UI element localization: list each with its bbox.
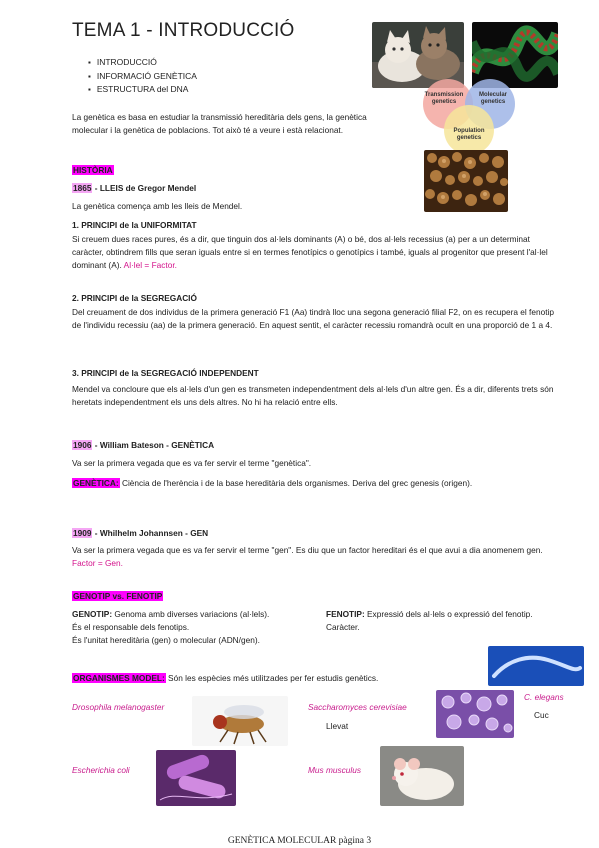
bateson-heading: 1906 - William Bateson - GENÈTICA — [73, 440, 215, 450]
bateson-text: Va ser la primera vegada que es va fer servir el terme "genètica". — [72, 458, 312, 468]
mus-photo — [380, 746, 464, 806]
toc-item: ▪ INFORMACIÓ GENÈTICA — [88, 70, 197, 84]
toc-item: ▪ INTRODUCCIÓ — [88, 56, 197, 70]
historia-heading: HISTÒRIA — [73, 165, 113, 175]
intro-paragraph: La genètica es basa en estudiar la transmissió hereditària dels gens, la genètica molecular i la genètica de poblacions. Tot això té a veure i està relacionat. — [72, 112, 367, 136]
principle-2-text: Del creuament de dos individus de la primera generació F1 (Aa) tindrà lloc una segona generació filial F2, on es recupera el fenotip de l'individu recessiu (aa) de la primera generació. En aquest sentit, el caràcter recessiu romandrà ocult en una proporció de 1 a 4. — [72, 307, 554, 331]
celegans-photo — [488, 646, 584, 686]
fenotip-definition: FENOTIP: Expressió dels al·lels o expressió del fenotip. Caràcter. — [326, 609, 533, 633]
principle-3-heading: 3. PRINCIPI de la SEGREGACIÓ INDEPENDENT — [72, 368, 259, 378]
venn-label-transmission: Transmission genetics — [424, 92, 464, 105]
genotip-definition: GENOTIP: Genoma amb diverses variacions (al·lels). És el responsable dels fenotips. És l'unitat hereditària (gen) o molecular (ADN/gen). — [72, 609, 270, 646]
llevat-label: Llevat — [326, 721, 349, 731]
population-photo — [424, 150, 508, 212]
principle-1-heading: 1. PRINCIPI de la UNIFORMITAT — [72, 220, 197, 230]
principle-3-text: Mendel va concloure que els al·lels d'un gen es transmeten independentment dels al·lels d'un altre gen. És a dir, diferents trets són heretats independentment els uns dels altres. No hi ha relació entre ells. — [72, 384, 554, 408]
saccharomyces-label: Saccharomyces cerevisiae — [308, 702, 407, 712]
mus-label: Mus musculus — [308, 765, 362, 775]
organismes-heading: ORGANISMES MODEL: — [73, 673, 165, 683]
johannsen-year: 1909 — [73, 528, 92, 538]
mendel-intro: La genètica comença amb les lleis de Mendel. — [72, 201, 243, 211]
ecoli-photo — [156, 750, 236, 806]
genetica-definition: GENÈTICA: Ciència de l'herència i de la base hereditària dels organismes. Deriva del grec genesis (origen). — [73, 478, 473, 488]
johannsen-heading: 1909 - Whilhelm Johannsen - GEN — [73, 528, 209, 538]
page-footer: GENÈTICA MOLECULAR pàgina 3 — [227, 836, 372, 846]
organismes-intro: ORGANISMES MODEL: Són les espècies més utilitzades per fer estudis genètics. — [73, 673, 379, 683]
mendel-heading: 1865 - LLEIS de Gregor Mendel — [73, 183, 197, 193]
genotip-heading: GENOTIP vs. FENOTIP — [73, 591, 163, 601]
celegans-label: C. elegans — [524, 692, 564, 702]
venn-label-population: Population genetics — [453, 128, 485, 141]
cuc-label: Cuc — [534, 710, 549, 720]
principle-1-text: Si creuem dues races pures, és a dir, que tinguin dos al·lels dominants (A) o bé, dos al·lels recessius (a) per a un determinat caràcter, obtindrem fills que seran iguals entre si en termes fenotípics o genotípics i també, iguals al progenitor que present l'al·lel dominant (A). Al·lel = Factor. — [72, 234, 548, 271]
mendel-year: 1865 — [73, 183, 92, 193]
genetics-venn-diagram — [418, 78, 520, 156]
johannsen-text: Va ser la primera vegada que es va fer servir el terme "gen". Es diu que un factor hereditari és el que avui a dia anomenem gen. Factor = Gen. — [72, 545, 543, 569]
toc-item: ▪ ESTRUCTURA del DNA — [88, 83, 197, 97]
drosophila-label: Drosophila melanogaster — [72, 702, 165, 712]
page-title: TEMA 1 - INTRODUCCIÓ — [72, 20, 295, 41]
drosophila-photo — [192, 696, 288, 746]
saccharomyces-photo — [436, 690, 514, 738]
bateson-year: 1906 — [73, 440, 92, 450]
venn-label-molecular: Molecular genetics — [478, 92, 507, 105]
principle-2-heading: 2. PRINCIPI de la SEGREGACIÓ — [72, 293, 197, 303]
ecoli-label: Escherichia coli — [72, 765, 130, 775]
table-of-contents — [88, 56, 197, 97]
